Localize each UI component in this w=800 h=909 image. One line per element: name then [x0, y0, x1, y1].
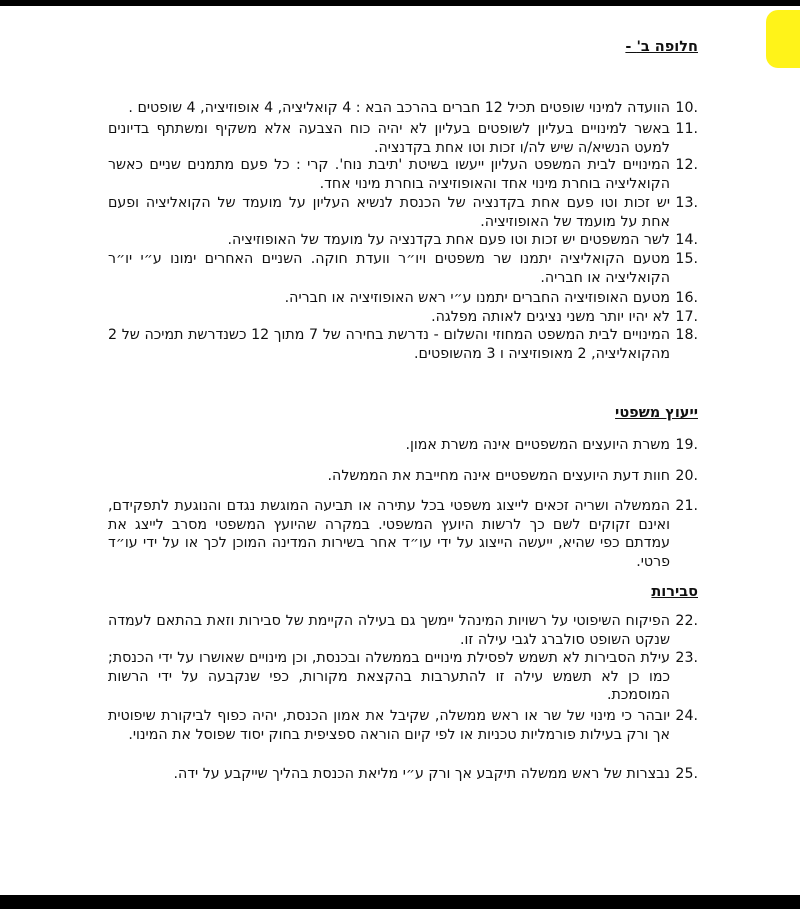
list-item	[108, 194, 698, 231]
list-item	[108, 612, 698, 649]
item-text: הממשלה ושריה זכאים לייצוג משפטי בכל עתירה או תביעה המוגשת נגדם והנוגעת לתפקידם, ואינם זקוקים לשם כך לרשות היועץ המשפטי. במקרה שהיועץ המשפטי מסרב לייצג את עמדתם כפי שהיא, ייעשה הייצוג על ידי עו״ד אחר בשירות המדינה המוכן לכך או על ידי עו״ד פרטי.	[108, 498, 670, 570]
list-item	[108, 765, 698, 784]
item-number: 19.	[675, 437, 698, 453]
list-item	[108, 289, 698, 308]
item-number: 22.	[675, 613, 698, 629]
item-text: מטעם הקואליציה יתמנו שר משפטים ויו״ר וועדת חוקה. השניים האחרים ימונו ע״י יו״ר הקואליציה או חבריה.	[108, 251, 670, 286]
section-title-suffix: -	[625, 39, 637, 55]
item-number: 24.	[675, 708, 698, 724]
section-heading-legal-advice	[615, 405, 698, 421]
item-text: המינויים לבית המשפט העליון ייעשו בשיטת 'תיבת נוח'. קרי : כל פעם מתמנים שניים כאשר הקואליציה בוחרת מינוי אחד והאופוזיציה בוחרת מינוי אחד.	[108, 157, 670, 192]
item-number: 16.	[675, 290, 698, 306]
list-item	[108, 308, 698, 327]
list-item	[108, 649, 698, 705]
item-number: 21.	[675, 498, 698, 514]
section-title: חלופה ב'	[636, 39, 698, 55]
item-text: הפיקוח השיפוטי על רשויות המינהל יימשך גם בעילה הקיימת של סבירות וזאת בהתאם לעמדה שנקט השופט סולברג לגבי עילה זו.	[108, 613, 670, 648]
list-item	[108, 231, 698, 250]
item-number: 17.	[675, 309, 698, 325]
item-number: 23.	[675, 650, 698, 666]
item-text: המינויים לבית המשפט המחוזי והשלום - נדרשת בחירה של 7 מתוך 12 כשנדרשת תמיכה של 2 מהקואליציה, 2 מאופוזיציה ו 3 מהשופטים.	[108, 327, 670, 362]
item-number: 11.	[675, 121, 698, 137]
item-number: 15.	[675, 251, 698, 267]
item-number: 25.	[675, 766, 698, 782]
section-title: ייעוץ משפטי	[615, 405, 698, 421]
item-number: 18.	[675, 327, 698, 343]
document-page	[0, 6, 800, 895]
list-item	[108, 250, 698, 287]
section-title: סבירות	[651, 584, 698, 600]
list-item	[108, 326, 698, 363]
list-item	[108, 120, 698, 157]
list-item	[108, 436, 698, 455]
item-text: מטעם האופוזיציה החברים יתמנו ע״י ראש האופוזיציה או חבריה.	[284, 290, 670, 306]
item-text: באשר למינויים בעליון לשופטים בעליון לא יהיה כוח הצבעה אלא משקיף ומשתתף בדיונים למעט הנשיא/ה שיש לה/ו זכות וטו אחת בקדנציה.	[108, 121, 670, 156]
list-item	[108, 156, 698, 193]
list-item	[108, 707, 698, 744]
list-item	[108, 497, 698, 571]
item-number: 10.	[675, 100, 698, 116]
item-number: 14.	[675, 232, 698, 248]
item-text: יש זכות וטו פעם אחת בקדנציה של הכנסת לנשיא העליון על מועמד של הקואליציה ופעם אחת על מועמד של האופוזיציה.	[108, 195, 670, 230]
item-text: לשר המשפטים יש זכות וטו פעם אחת בקדנציה על מועמד של האופוזיציה.	[227, 232, 670, 248]
item-text: משרת היועצים המשפטיים אינה משרת אמון.	[405, 437, 670, 453]
section-heading-alt-b	[625, 39, 698, 55]
item-text: נבצרות של ראש ממשלה תיקבע אך ורק ע״י מליאת הכנסת בהליך שייקבע על ידה.	[173, 766, 670, 782]
yellow-highlighter-mark	[766, 10, 800, 68]
item-text: עילת הסבירות לא תשמש לפסילת מינויים בממשלה ובכנסת, וכן מינויים שאושרו על ידי הכנסת; כמו כן לא תשמש עילה זו להתערבות בהקצאת מקורות, כפי שנקבעה על ידי הרשות המוסמכת.	[108, 650, 670, 703]
bottom-black-bar	[0, 895, 800, 909]
item-text: חוות דעת היועצים המשפטיים אינה מחייבת את הממשלה.	[327, 468, 670, 484]
item-number: 20.	[675, 468, 698, 484]
item-text: לא יהיו יותר משני נציגים לאותה מפלגה.	[431, 309, 670, 325]
item-text: יובהר כי מינוי של שר או ראש ממשלה, שקיבל את אמון הכנסת, יהיה כפוף לביקורת שיפוטית אך ורק בעילות פורמליות טכניות או לפי קיום הוראה ספציפית בחוק יסוד שפוסל את המינוי.	[108, 708, 670, 743]
item-text: הוועדה למינוי שופטים תכיל 12 חברים בהרכב הבא : 4 קואליציה, 4 אופוזיציה, 4 שופטים .	[128, 100, 670, 116]
list-item	[108, 99, 698, 118]
list-item	[108, 467, 698, 486]
item-number: 13.	[675, 195, 698, 211]
section-heading-reasonableness	[651, 584, 698, 600]
item-number: 12.	[675, 157, 698, 173]
